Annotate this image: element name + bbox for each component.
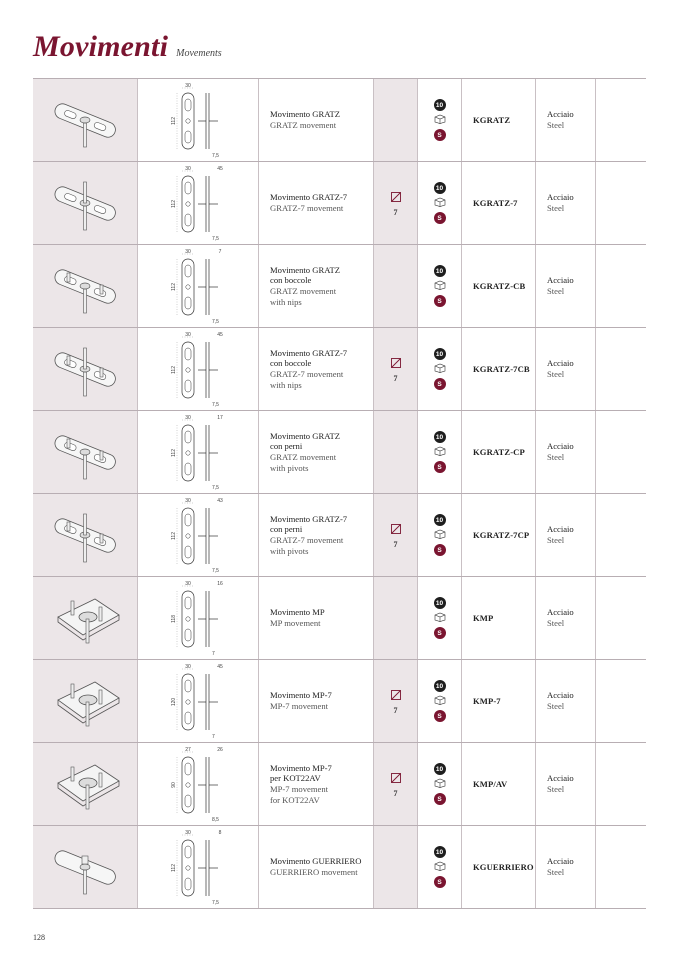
pack-10-icon: 10 bbox=[434, 431, 446, 443]
material bbox=[536, 328, 596, 410]
material-italian: Acciaio bbox=[547, 607, 574, 618]
dim-width: 30 bbox=[185, 166, 191, 172]
description-italian: con perni bbox=[270, 524, 303, 535]
product-code: KGRATZ-CB bbox=[462, 245, 536, 327]
page-subtitle: Movements bbox=[176, 48, 222, 59]
dim-side: 16 bbox=[217, 581, 223, 587]
technical-drawing bbox=[138, 826, 259, 908]
square-spindle-cell bbox=[374, 826, 418, 908]
diameter-square-icon bbox=[391, 521, 401, 539]
dim-height: 120 bbox=[171, 697, 177, 707]
dim-side: 7 bbox=[218, 249, 222, 255]
product-row bbox=[33, 411, 646, 494]
box-icon bbox=[434, 194, 446, 212]
empty-column bbox=[596, 577, 646, 659]
material bbox=[536, 245, 596, 327]
dim-bottom: 7,5 bbox=[212, 568, 219, 574]
empty-column bbox=[596, 826, 646, 908]
product-photo bbox=[33, 245, 138, 327]
box-icon bbox=[434, 858, 446, 876]
diameter-square-icon bbox=[391, 770, 401, 788]
dim-bottom: 7,5 bbox=[212, 485, 219, 491]
pack-10-icon: 10 bbox=[434, 99, 446, 111]
product-photo bbox=[33, 411, 138, 493]
product-photo bbox=[33, 743, 138, 825]
product-description bbox=[259, 660, 374, 742]
empty-column bbox=[596, 494, 646, 576]
material-italian: Acciaio bbox=[547, 275, 574, 286]
product-description bbox=[259, 245, 374, 327]
product-description bbox=[259, 162, 374, 244]
square-spindle-cell bbox=[374, 162, 418, 244]
page-header bbox=[33, 30, 222, 64]
technical-drawing bbox=[138, 494, 259, 576]
dim-width: 27 bbox=[185, 747, 191, 753]
product-row bbox=[33, 245, 646, 328]
packaging-icons bbox=[418, 411, 462, 493]
square-spindle-cell bbox=[374, 411, 418, 493]
pack-10-icon: 10 bbox=[434, 763, 446, 775]
empty-column bbox=[596, 660, 646, 742]
material-italian: Acciaio bbox=[547, 524, 574, 535]
description-italian: Movimento GRATZ bbox=[270, 430, 340, 441]
packaging-icons bbox=[418, 826, 462, 908]
product-row bbox=[33, 328, 646, 411]
steel-s-icon: S bbox=[434, 461, 446, 473]
dim-bottom: 7,5 bbox=[212, 402, 219, 408]
dim-height: 112 bbox=[171, 449, 177, 457]
dim-width: 30 bbox=[185, 581, 191, 587]
packaging-icons bbox=[418, 577, 462, 659]
material-english: Steel bbox=[547, 452, 565, 462]
steel-s-icon: S bbox=[434, 378, 446, 390]
steel-s-icon: S bbox=[434, 627, 446, 639]
box-icon bbox=[434, 526, 446, 544]
description-italian: Movimento MP-7 bbox=[270, 690, 332, 701]
dim-bottom: 7 bbox=[212, 651, 215, 657]
steel-s-icon: S bbox=[434, 129, 446, 141]
diameter-square-icon bbox=[391, 355, 401, 373]
dim-height: 112 bbox=[171, 864, 177, 872]
product-code: KGRATZ-7CP bbox=[462, 494, 536, 576]
material bbox=[536, 79, 596, 161]
dim-width: 30 bbox=[185, 332, 191, 338]
product-code: KMP bbox=[462, 577, 536, 659]
packaging-icons bbox=[418, 494, 462, 576]
product-code: KGRATZ bbox=[462, 79, 536, 161]
pack-10-icon: 10 bbox=[434, 182, 446, 194]
diameter-square-icon bbox=[391, 189, 401, 207]
technical-drawing bbox=[138, 328, 259, 410]
material bbox=[536, 162, 596, 244]
packaging-icons bbox=[418, 79, 462, 161]
technical-drawing bbox=[138, 660, 259, 742]
dim-bottom: 7,5 bbox=[212, 319, 219, 325]
page-number: 128 bbox=[33, 933, 45, 942]
product-row bbox=[33, 743, 646, 826]
description-italian: per KOT22AV bbox=[270, 773, 321, 784]
product-row bbox=[33, 660, 646, 743]
product-code: KGUERRIERO bbox=[462, 826, 536, 908]
square-spindle-cell bbox=[374, 743, 418, 825]
product-photo bbox=[33, 660, 138, 742]
dim-height: 90 bbox=[171, 782, 177, 788]
product-description bbox=[259, 328, 374, 410]
product-photo bbox=[33, 328, 138, 410]
diameter-square-icon bbox=[391, 687, 401, 705]
packaging-icons bbox=[418, 328, 462, 410]
square-spindle-cell bbox=[374, 79, 418, 161]
product-description bbox=[259, 577, 374, 659]
steel-s-icon: S bbox=[434, 793, 446, 805]
material bbox=[536, 660, 596, 742]
description-english: with nips bbox=[270, 379, 302, 390]
description-italian: Movimento GRATZ bbox=[270, 264, 340, 275]
box-icon bbox=[434, 111, 446, 129]
material-english: Steel bbox=[547, 535, 565, 545]
material bbox=[536, 577, 596, 659]
description-english: MP-7 movement bbox=[270, 784, 329, 794]
dim-height: 112 bbox=[171, 283, 177, 291]
description-italian: Movimento MP bbox=[270, 607, 325, 618]
product-description bbox=[259, 826, 374, 908]
technical-drawing bbox=[138, 743, 259, 825]
description-italian: Movimento GRATZ bbox=[270, 109, 340, 120]
dim-side: 8 bbox=[218, 830, 222, 836]
material bbox=[536, 494, 596, 576]
dim-width: 30 bbox=[185, 830, 191, 836]
product-code: KGRATZ-CP bbox=[462, 411, 536, 493]
dim-width: 30 bbox=[185, 415, 191, 421]
dim-height: 118 bbox=[171, 615, 177, 623]
square-spindle-cell bbox=[374, 494, 418, 576]
square-size: 7 bbox=[393, 374, 398, 383]
dim-width: 30 bbox=[185, 83, 191, 89]
material bbox=[536, 826, 596, 908]
material-italian: Acciaio bbox=[547, 690, 574, 701]
material-italian: Acciaio bbox=[547, 109, 574, 120]
description-english: GRATZ movement bbox=[270, 452, 337, 462]
square-spindle-cell bbox=[374, 328, 418, 410]
material-english: Steel bbox=[547, 867, 565, 877]
steel-s-icon: S bbox=[434, 212, 446, 224]
pack-10-icon: 10 bbox=[434, 846, 446, 858]
dim-width: 30 bbox=[185, 664, 191, 670]
product-code: KMP/AV bbox=[462, 743, 536, 825]
dim-bottom: 8,5 bbox=[212, 817, 219, 823]
square-size: 7 bbox=[393, 789, 398, 798]
description-italian: Movimento MP-7 bbox=[270, 762, 332, 773]
description-italian: Movimento GRATZ-7 bbox=[270, 192, 348, 203]
pack-10-icon: 10 bbox=[434, 265, 446, 277]
product-description bbox=[259, 743, 374, 825]
material-italian: Acciaio bbox=[547, 192, 574, 203]
pack-10-icon: 10 bbox=[434, 597, 446, 609]
material-english: Steel bbox=[547, 369, 565, 379]
dim-side: 43 bbox=[217, 498, 223, 504]
steel-s-icon: S bbox=[434, 876, 446, 888]
packaging-icons bbox=[418, 162, 462, 244]
description-italian: con boccole bbox=[270, 358, 312, 369]
product-photo bbox=[33, 577, 138, 659]
empty-column bbox=[596, 162, 646, 244]
empty-column bbox=[596, 245, 646, 327]
box-icon bbox=[434, 775, 446, 793]
dim-bottom: 7,5 bbox=[212, 236, 219, 242]
description-english: GRATZ-7 movement bbox=[270, 535, 344, 545]
product-description bbox=[259, 79, 374, 161]
square-spindle-cell bbox=[374, 245, 418, 327]
steel-s-icon: S bbox=[434, 544, 446, 556]
dim-bottom: 7,5 bbox=[212, 900, 219, 906]
dim-side: 45 bbox=[217, 332, 223, 338]
square-size: 7 bbox=[393, 706, 398, 715]
material-english: Steel bbox=[547, 286, 565, 296]
box-icon bbox=[434, 692, 446, 710]
empty-column bbox=[596, 79, 646, 161]
technical-drawing bbox=[138, 577, 259, 659]
product-photo bbox=[33, 494, 138, 576]
product-table bbox=[33, 78, 646, 909]
material-english: Steel bbox=[547, 784, 565, 794]
page-title: Movimenti bbox=[33, 30, 169, 63]
dim-side: 45 bbox=[217, 166, 223, 172]
product-photo bbox=[33, 79, 138, 161]
pack-10-icon: 10 bbox=[434, 348, 446, 360]
square-spindle-cell bbox=[374, 577, 418, 659]
material bbox=[536, 411, 596, 493]
box-icon bbox=[434, 609, 446, 627]
description-italian: con boccole bbox=[270, 275, 312, 286]
material-english: Steel bbox=[547, 203, 565, 213]
dim-bottom: 7 bbox=[212, 734, 215, 740]
pack-10-icon: 10 bbox=[434, 680, 446, 692]
square-size: 7 bbox=[393, 208, 398, 217]
description-english: GRATZ-7 movement bbox=[270, 203, 344, 213]
steel-s-icon: S bbox=[434, 710, 446, 722]
box-icon bbox=[434, 360, 446, 378]
description-english: with pivots bbox=[270, 545, 309, 556]
description-italian: Movimento GRATZ-7 bbox=[270, 347, 348, 358]
material-english: Steel bbox=[547, 701, 565, 711]
dim-height: 112 bbox=[171, 200, 177, 208]
empty-column bbox=[596, 743, 646, 825]
technical-drawing bbox=[138, 245, 259, 327]
dim-width: 30 bbox=[185, 249, 191, 255]
dim-height: 112 bbox=[171, 366, 177, 374]
description-english: GUERRIERO movement bbox=[270, 867, 358, 877]
technical-drawing bbox=[138, 411, 259, 493]
product-row bbox=[33, 494, 646, 577]
product-description bbox=[259, 494, 374, 576]
dim-height: 112 bbox=[171, 532, 177, 540]
description-english: with nips bbox=[270, 296, 302, 307]
product-description bbox=[259, 411, 374, 493]
product-row bbox=[33, 826, 646, 909]
material-english: Steel bbox=[547, 120, 565, 130]
technical-drawing bbox=[138, 162, 259, 244]
description-italian: Movimento GRATZ-7 bbox=[270, 513, 348, 524]
dim-bottom: 7,5 bbox=[212, 153, 219, 159]
dim-width: 30 bbox=[185, 498, 191, 504]
product-code: KGRATZ-7CB bbox=[462, 328, 536, 410]
box-icon bbox=[434, 443, 446, 461]
product-code: KGRATZ-7 bbox=[462, 162, 536, 244]
material-italian: Acciaio bbox=[547, 856, 574, 867]
description-english: GRATZ movement bbox=[270, 120, 337, 130]
dim-side: 26 bbox=[217, 747, 223, 753]
description-english: GRATZ movement bbox=[270, 286, 337, 296]
empty-column bbox=[596, 328, 646, 410]
product-row bbox=[33, 577, 646, 660]
dim-height: 112 bbox=[171, 117, 177, 125]
description-english: MP movement bbox=[270, 618, 321, 628]
description-italian: Movimento GUERRIERO bbox=[270, 856, 362, 867]
material-english: Steel bbox=[547, 618, 565, 628]
packaging-icons bbox=[418, 660, 462, 742]
packaging-icons bbox=[418, 245, 462, 327]
dim-side: 45 bbox=[217, 664, 223, 670]
product-photo bbox=[33, 162, 138, 244]
steel-s-icon: S bbox=[434, 295, 446, 307]
product-photo bbox=[33, 826, 138, 908]
description-english: MP-7 movement bbox=[270, 701, 329, 711]
technical-drawing bbox=[138, 79, 259, 161]
dim-side: 17 bbox=[217, 415, 223, 421]
description-english: GRATZ-7 movement bbox=[270, 369, 344, 379]
packaging-icons bbox=[418, 743, 462, 825]
box-icon bbox=[434, 277, 446, 295]
description-italian: con perni bbox=[270, 441, 303, 452]
description-english: with pivots bbox=[270, 462, 309, 473]
product-row bbox=[33, 162, 646, 245]
product-row bbox=[33, 79, 646, 162]
square-size: 7 bbox=[393, 540, 398, 549]
pack-10-icon: 10 bbox=[434, 514, 446, 526]
empty-column bbox=[596, 411, 646, 493]
material-italian: Acciaio bbox=[547, 358, 574, 369]
material-italian: Acciaio bbox=[547, 773, 574, 784]
product-code: KMP-7 bbox=[462, 660, 536, 742]
material bbox=[536, 743, 596, 825]
material-italian: Acciaio bbox=[547, 441, 574, 452]
square-spindle-cell bbox=[374, 660, 418, 742]
description-english: for KOT22AV bbox=[270, 794, 320, 805]
